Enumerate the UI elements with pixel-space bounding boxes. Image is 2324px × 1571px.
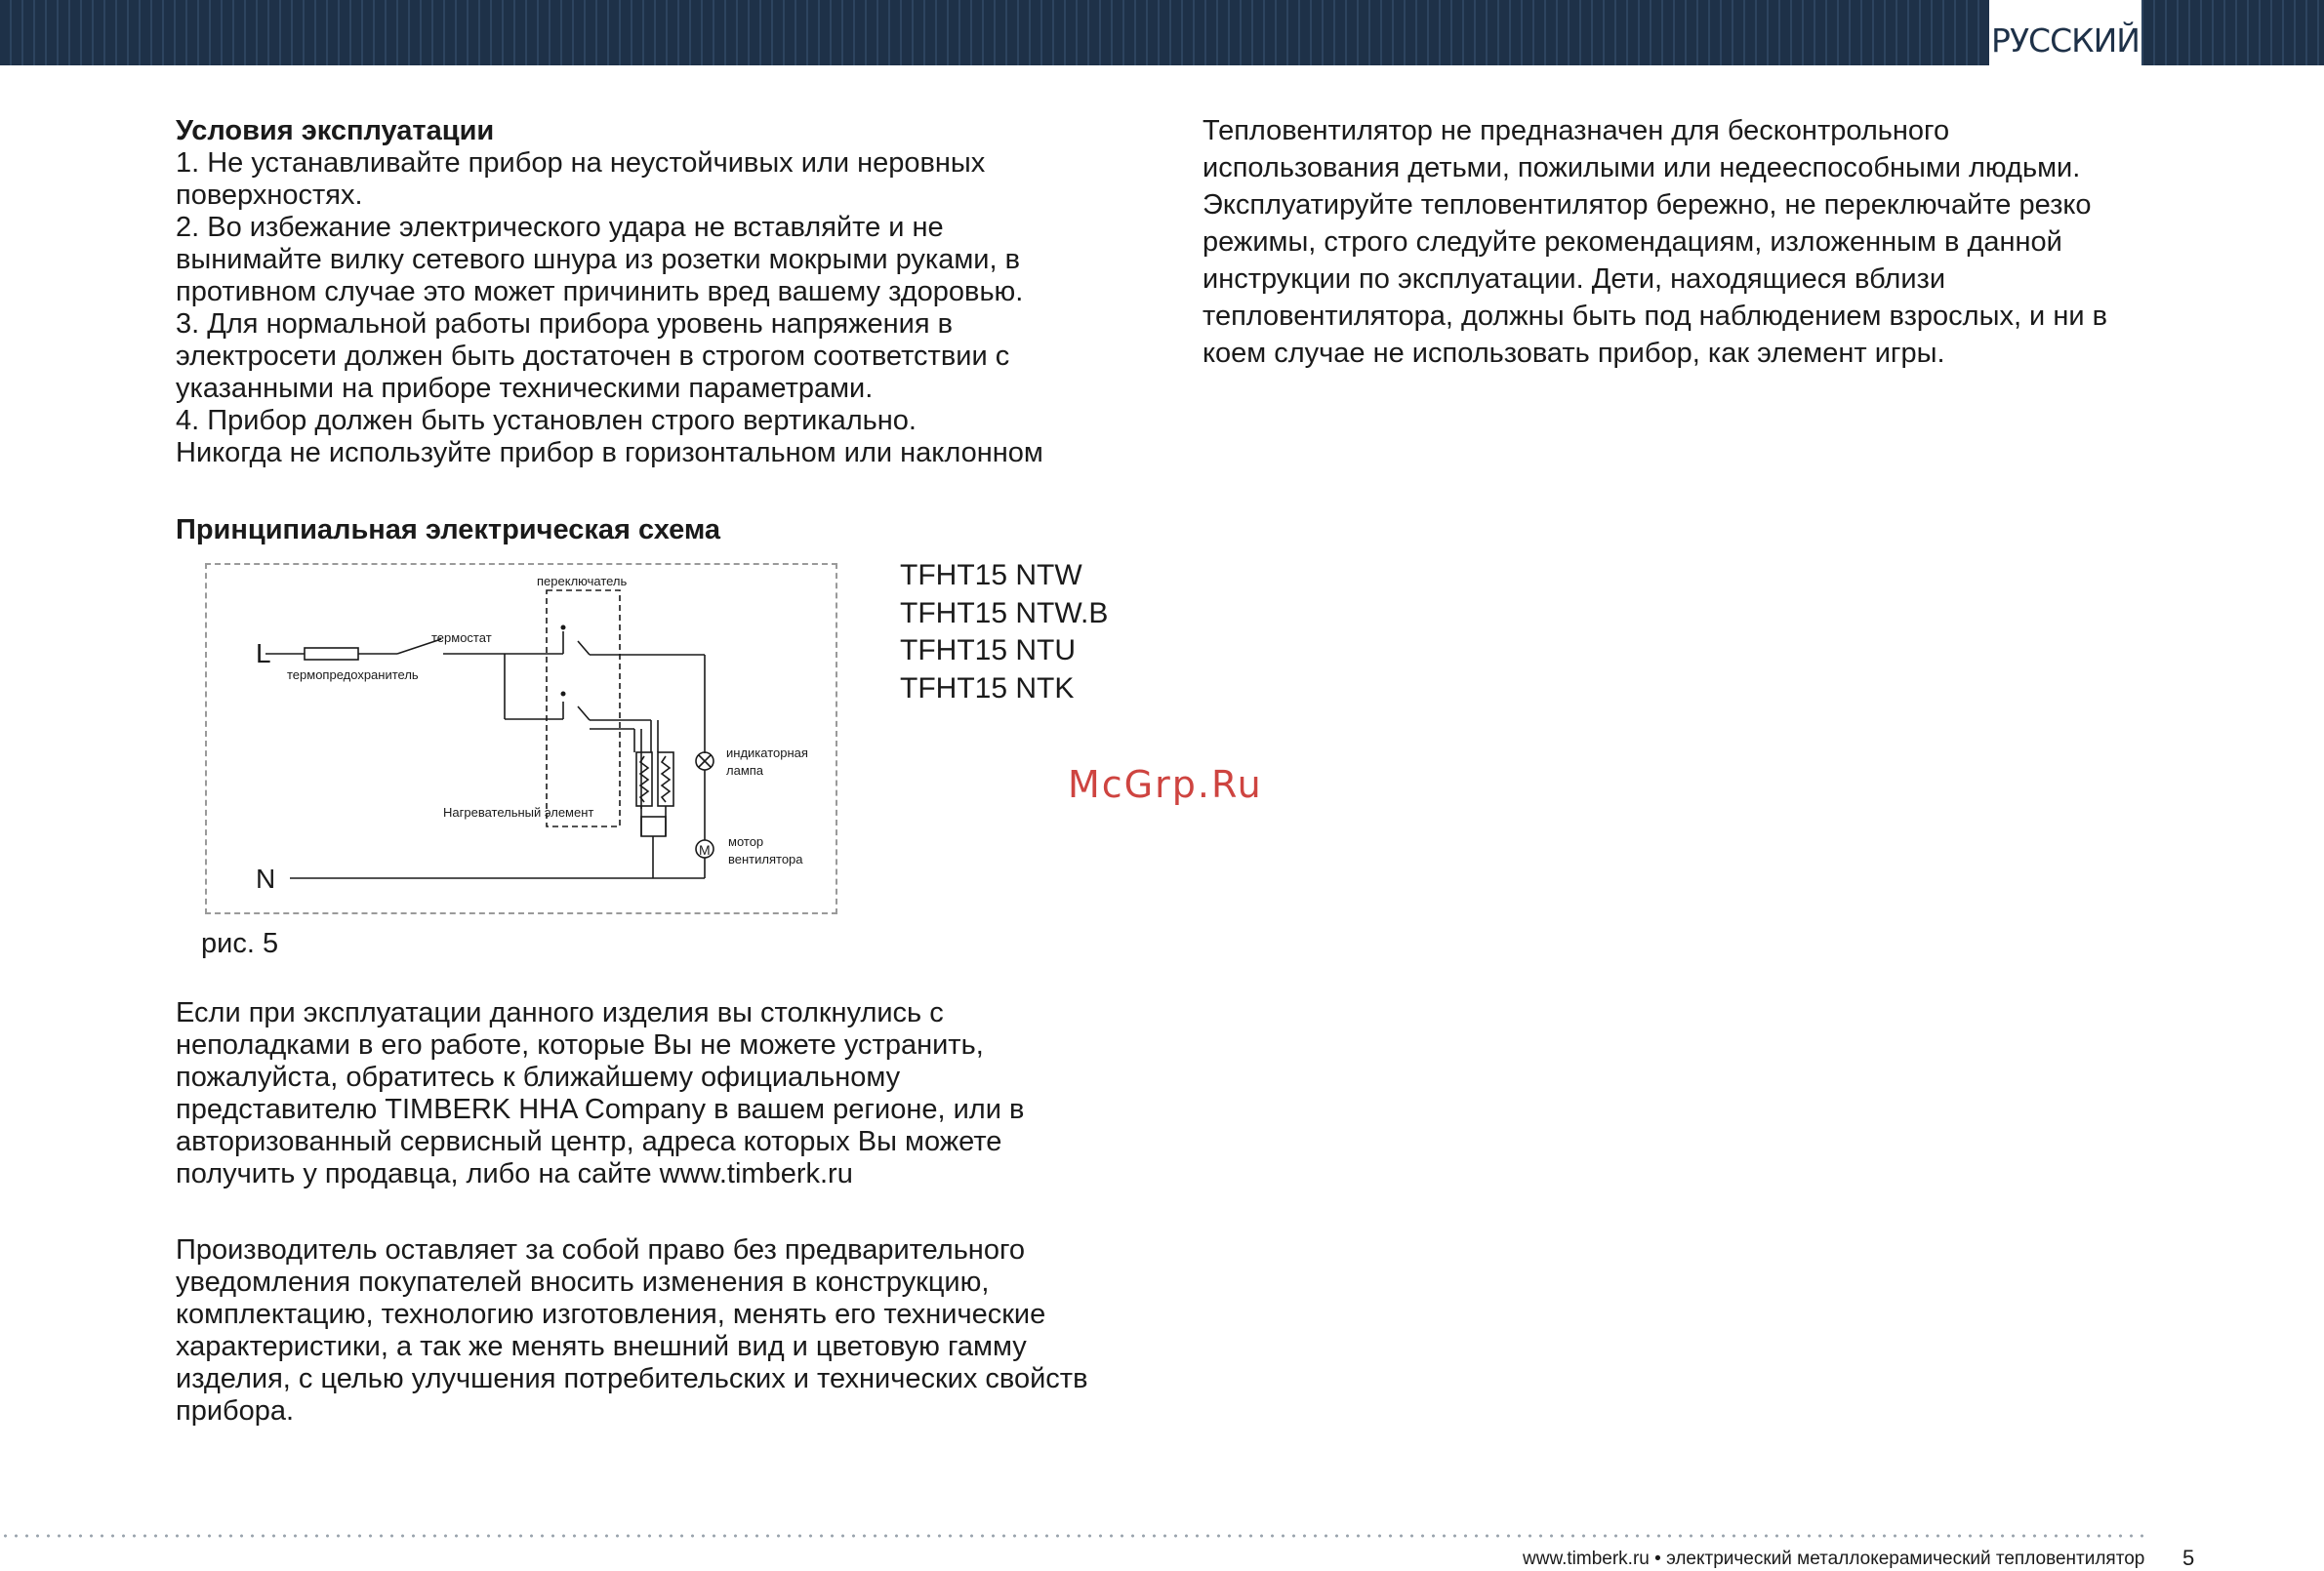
heater-label: Нагревательный элемент xyxy=(443,805,594,820)
usage-line: Никогда не используйте прибор в горизонтальном или наклонном xyxy=(176,437,1043,468)
service-line: пожалуйста, обратитесь к ближайшему официальному xyxy=(176,1062,901,1093)
usage-line: указанными на приборе техническими параметрами. xyxy=(176,373,874,404)
warning-line: режимы, строго следуйте рекомендациям, изложенным в данной xyxy=(1203,226,2062,258)
manufacturer-line: уведомления покупателей вносить изменения в конструкцию, xyxy=(176,1267,990,1298)
service-section xyxy=(176,997,1113,1190)
language-label: РУССКИЙ xyxy=(1989,0,2141,73)
motor-label-2: вентилятора xyxy=(728,852,803,866)
manufacturer-line: прибора. xyxy=(176,1395,295,1427)
usage-line: 2. Во избежание электрического удара не вставляйте и не xyxy=(176,212,944,243)
footer-text: www.timberk.ru • электрический металлокерамический тепловентилятор xyxy=(1523,1549,2145,1569)
warning-line: Тепловентилятор не предназначен для бесконтрольного xyxy=(1203,115,1950,146)
usage-line: противном случае это может причинить вред вашему здоровью. xyxy=(176,276,1024,307)
manufacturer-section xyxy=(176,1234,1152,1428)
neutral-label: N xyxy=(256,864,276,894)
warning-line: инструкции по эксплуатации. Дети, находящиеся вблизи xyxy=(1203,263,1946,295)
warning-line: коем случае не использовать прибор, как элемент игры. xyxy=(1203,338,1945,369)
model-item: TFHT15 NTK xyxy=(900,671,1075,705)
usage-line: электросети должен быть достаточен в строгом соответствии с xyxy=(176,341,1010,372)
fuse-symbol xyxy=(305,648,358,660)
wiring-diagram-svg xyxy=(207,565,839,916)
model-list xyxy=(900,557,1108,707)
watermark-text: McGrp.Ru xyxy=(1068,763,1263,806)
fuse-label: термопредохранитель xyxy=(287,667,419,682)
schema-title: Принципиальная электрическая схема xyxy=(176,514,721,545)
line-label: L xyxy=(256,638,271,668)
warning-section xyxy=(1203,112,2208,372)
motor-symbol: M xyxy=(699,842,711,858)
manufacturer-line: Производитель оставляет за собой право без предварительного xyxy=(176,1234,1026,1266)
warning-line: Эксплуатируйте тепловентилятор бережно, не переключайте резко xyxy=(1203,189,2092,221)
thermostat-label: термостат xyxy=(431,630,492,645)
manufacturer-line: изделия, с целью улучшения потребительских и технических свойств xyxy=(176,1363,1088,1394)
page-number: 5 xyxy=(2182,1546,2195,1570)
warning-line: тепловентилятора, должны быть под наблюдением взрослых, и ни в xyxy=(1203,301,2107,332)
usage-line: поверхностях. xyxy=(176,180,363,211)
usage-line: вынимайте вилку сетевого шнура из розетки мокрыми руками, в xyxy=(176,244,1021,275)
footer-divider xyxy=(0,1534,2147,1538)
usage-title: Условия эксплуатации xyxy=(176,115,495,146)
manufacturer-line: комплектацию, технологию изготовления, менять его технические xyxy=(176,1299,1046,1330)
usage-line: 1. Не устанавливайте прибор на неустойчивых или неровных xyxy=(176,147,986,179)
usage-section xyxy=(176,115,1113,469)
model-item: TFHT15 NTU xyxy=(900,634,1076,666)
service-line: представителю TIMBERK HHA Company в вашем регионе, или в xyxy=(176,1094,1025,1125)
switch-label: переключатель xyxy=(537,574,628,588)
manufacturer-line: характеристики, а так же менять внешний вид и цветовую гамму xyxy=(176,1331,1027,1362)
warning-line: использования детьми, пожилыми или недееспособными людьми. xyxy=(1203,152,2081,183)
service-line: авторизованный сервисный центр, адреса которых Вы можете xyxy=(176,1126,1002,1157)
model-item: TFHT15 NTW xyxy=(900,559,1082,591)
service-line: получить у продавца, либо на сайте www.timberk.ru xyxy=(176,1158,853,1189)
service-line: неполадками в его работе, которые Вы не можете устранить, xyxy=(176,1029,984,1061)
model-item: TFHT15 NTW.B xyxy=(900,596,1109,629)
lamp-label-1: индикаторная xyxy=(726,745,808,760)
usage-line: 3. Для нормальной работы прибора уровень напряжения в xyxy=(176,308,954,340)
wiring-diagram xyxy=(205,563,837,914)
figure-caption: рис. 5 xyxy=(201,928,279,959)
usage-line: 4. Прибор должен быть установлен строго вертикально. xyxy=(176,405,917,436)
header-bar xyxy=(0,0,2324,65)
service-line: Если при эксплуатации данного изделия вы столкнулись с xyxy=(176,997,944,1028)
lamp-label-2: лампа xyxy=(726,763,764,778)
motor-label-1: мотор xyxy=(728,834,764,849)
